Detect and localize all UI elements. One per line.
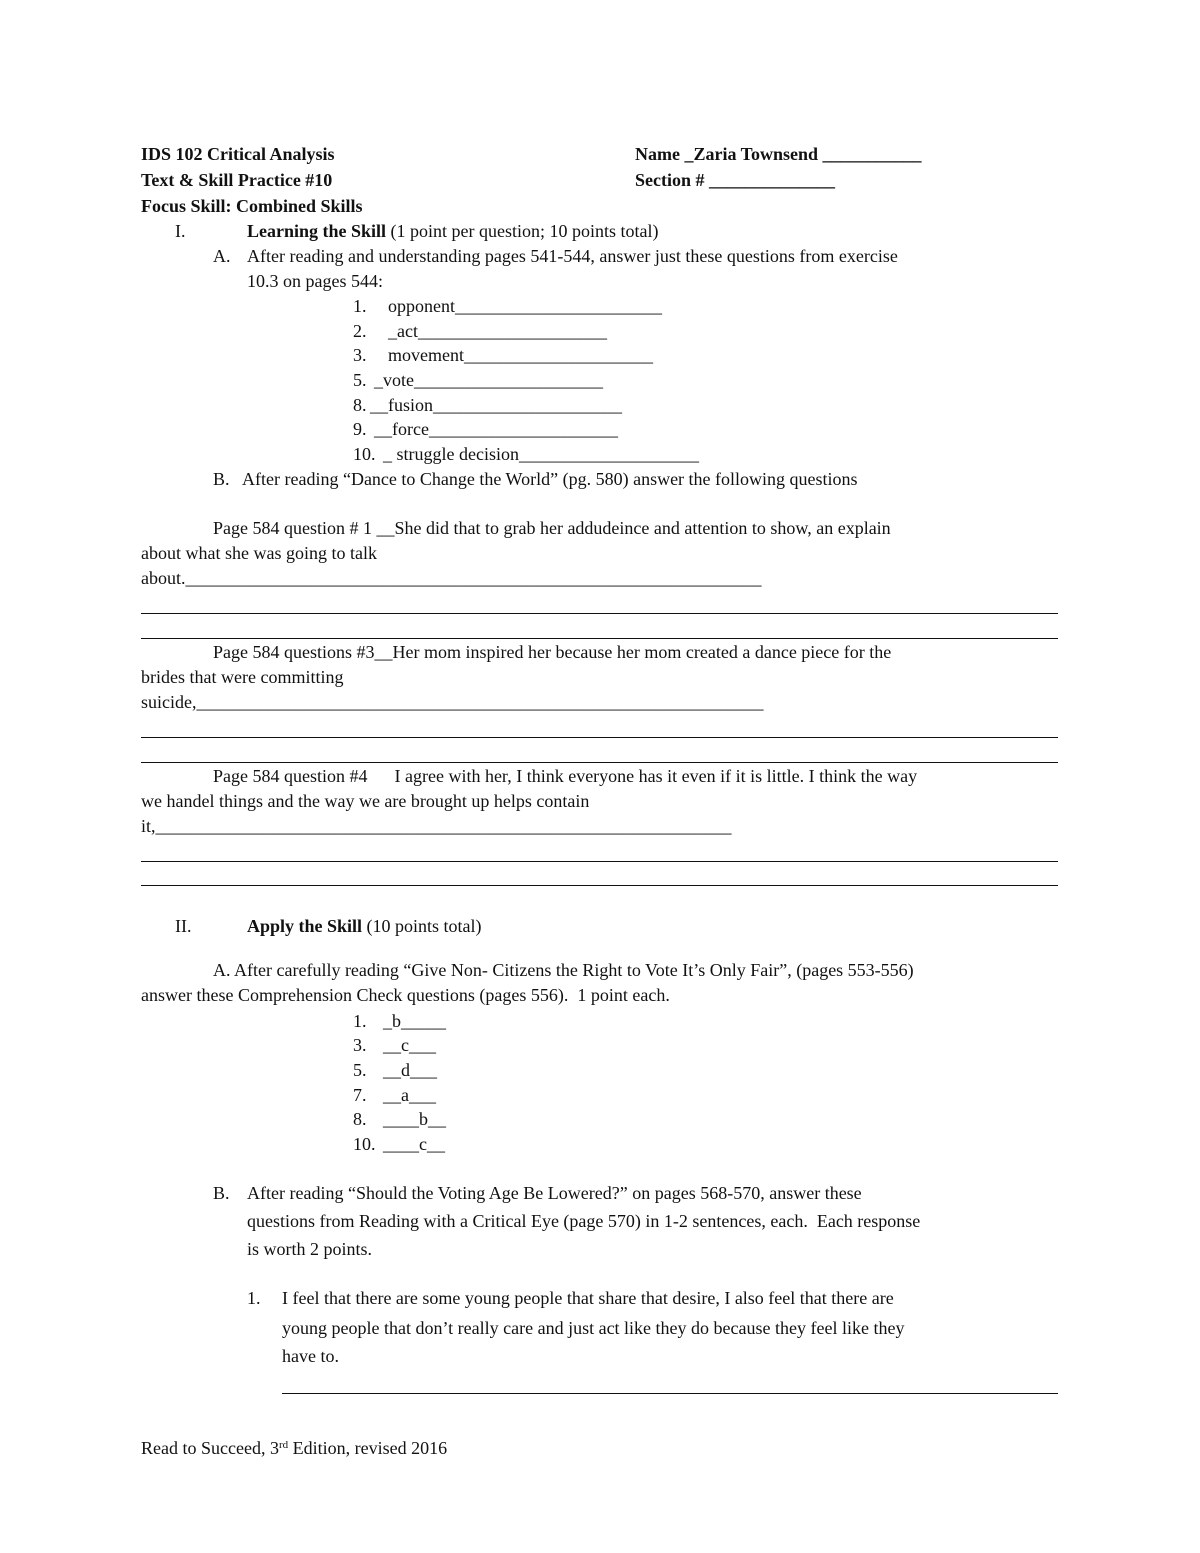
vocab-num: 3. bbox=[353, 345, 367, 365]
response1-line2: young people that don’t really care and just act like they do because they feel like they bbox=[282, 1318, 905, 1338]
q4-line3: it,________________________________________________________________ bbox=[141, 816, 732, 836]
vocab-answer: movement_____________________ bbox=[388, 345, 653, 365]
mc-answer: ____b__ bbox=[383, 1109, 446, 1129]
footer-superscript: rd bbox=[278, 1439, 289, 1451]
part2-numeral: II. bbox=[175, 916, 192, 936]
part2-b-letter: B. bbox=[213, 1183, 230, 1203]
q3-line2: brides that were committing bbox=[141, 667, 344, 687]
mc-num: 8. bbox=[353, 1109, 367, 1129]
q1-line1: Page 584 question # 1 __She did that to grab her addudeince and attention to show, an explain bbox=[213, 518, 891, 538]
answer-line bbox=[141, 737, 1058, 738]
part1-b-letter: B. bbox=[213, 469, 230, 489]
footer bbox=[141, 1437, 447, 1459]
footer-text: Read to Succeed, 3 bbox=[141, 1438, 279, 1458]
part1-a-line2: 10.3 on pages 544: bbox=[247, 271, 383, 291]
part2-b-line2: questions from Reading with a Critical Eye (page 570) in 1-2 sentences, each. Each response bbox=[247, 1211, 921, 1231]
vocab-answer: __force_____________________ bbox=[374, 419, 618, 439]
mc-num: 7. bbox=[353, 1085, 367, 1105]
mc-answer: __c___ bbox=[383, 1035, 436, 1055]
vocab-answer: opponent_______________________ bbox=[388, 296, 662, 316]
course-title: IDS 102 Critical Analysis bbox=[141, 144, 335, 164]
response-num: 1. bbox=[247, 1288, 261, 1308]
answer-line bbox=[141, 861, 1058, 862]
part1-a-letter: A. bbox=[213, 246, 231, 266]
answer-line bbox=[141, 885, 1058, 886]
q4-line2: we handel things and the way we are brought up helps contain bbox=[141, 791, 590, 811]
vocab-answer: __fusion_____________________ bbox=[370, 395, 622, 415]
answer-line bbox=[141, 762, 1058, 763]
mc-num: 5. bbox=[353, 1060, 367, 1080]
mc-num: 3. bbox=[353, 1035, 367, 1055]
part1-numeral: I. bbox=[175, 221, 186, 241]
practice-title: Text & Skill Practice #10 bbox=[141, 170, 333, 190]
footer-edition: Edition, revised 2016 bbox=[288, 1438, 448, 1458]
mc-num: 1. bbox=[353, 1011, 367, 1031]
response1-line3: have to. bbox=[282, 1346, 339, 1366]
part1-title: Learning the Skill bbox=[247, 221, 387, 241]
part2-b-line1: After reading “Should the Voting Age Be Lowered?” on pages 568-570, answer these bbox=[247, 1183, 862, 1203]
part2-points: (10 points total) bbox=[362, 916, 482, 936]
vocab-num: 1. bbox=[353, 296, 367, 316]
focus-skill: Focus Skill: Combined Skills bbox=[141, 196, 363, 216]
mc-answer: __d___ bbox=[383, 1060, 437, 1080]
vocab-num: 10. bbox=[353, 444, 376, 464]
q3-line1: Page 584 questions #3__Her mom inspired her because her mom created a dance piece for the bbox=[213, 642, 892, 662]
q1-line3: about.________________________________________________________________ bbox=[141, 568, 762, 588]
part1-points: (1 point per question; 10 points total) bbox=[386, 221, 659, 241]
mc-answer: ____c__ bbox=[383, 1134, 445, 1154]
response1-line1: I feel that there are some young people that share that desire, I also feel that there are bbox=[282, 1288, 894, 1308]
q1-line2: about what she was going to talk bbox=[141, 543, 377, 563]
vocab-num: 2. bbox=[353, 321, 367, 341]
answer-line bbox=[141, 613, 1058, 614]
mc-answer: __a___ bbox=[383, 1085, 436, 1105]
vocab-answer: _vote_____________________ bbox=[374, 370, 603, 390]
vocab-num: 5. bbox=[353, 370, 367, 390]
mc-num: 10. bbox=[353, 1134, 376, 1154]
part2-a-line2: answer these Comprehension Check questions (pages 556). 1 point each. bbox=[141, 985, 670, 1005]
student-name: Name _Zaria Townsend ___________ bbox=[635, 144, 922, 164]
vocab-answer: _act_____________________ bbox=[388, 321, 607, 341]
part2-heading bbox=[247, 915, 482, 937]
vocab-num: 9. bbox=[353, 419, 367, 439]
part2-a-line1: A. After carefully reading “Give Non- Citizens the Right to Vote It’s Only Fair”, (pages 553-556) bbox=[213, 960, 914, 980]
part1-a-line1: After reading and understanding pages 541-544, answer just these questions from exercise bbox=[247, 246, 898, 266]
vocab-num: 8. bbox=[353, 395, 367, 415]
q4-line1: Page 584 question #4 I agree with her, I think everyone has it even if it is little. I think the way bbox=[213, 766, 918, 786]
vocab-answer: _ struggle decision____________________ bbox=[383, 444, 699, 464]
part2-b-line3: is worth 2 points. bbox=[247, 1239, 373, 1259]
part1-heading bbox=[247, 220, 659, 242]
part1-b-line: After reading “Dance to Change the World” (pg. 580) answer the following questions bbox=[242, 469, 858, 489]
part2-title: Apply the Skill bbox=[247, 916, 363, 936]
q3-line3: suicide,_______________________________________________________________ bbox=[141, 692, 764, 712]
mc-answer: _b_____ bbox=[383, 1011, 446, 1031]
answer-line bbox=[141, 638, 1058, 639]
answer-line bbox=[282, 1393, 1058, 1394]
section-field: Section # ______________ bbox=[635, 170, 835, 190]
